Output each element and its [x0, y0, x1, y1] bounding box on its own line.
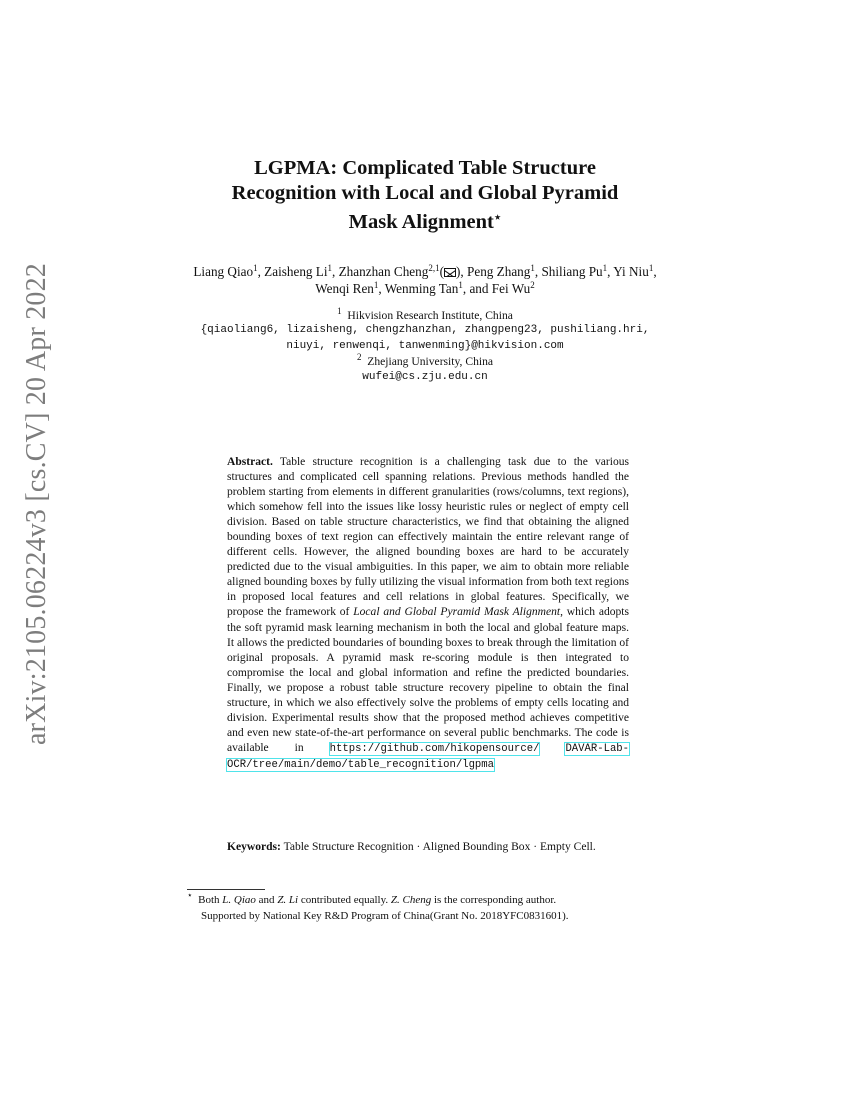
author-affil-sup: 2: [530, 280, 535, 290]
abstract-text: Table structure recognition is a challenging task due to the various structures and complicated cell spanning relations. Previous methods handled the problem starting from elements in different granularities (rows/columns, text regions), which somehow fell into the issues like lossy heuristic rules or neglect of empty cell division. Based on table structure characteristics, we find that obtaining the aligned bounding boxes of text region can effectively maintain the entire relevant range of different cells. However, the aligned bounding boxes are hard to be accurately predicted due to the visual ambiguities. In this paper, we aim to obtain more reliable aligned bounding boxes by fully utilizing the visual information from both text regions in proposed local features and cell relations in global features. Specifically, we propose the framework of: [227, 456, 629, 619]
title-line-2: Recognition with Local and Global Pyramid: [231, 181, 619, 204]
author-name: Wenming Tan: [384, 281, 459, 296]
footnote-text: and: [258, 894, 275, 906]
title-line-3-text: Mask Alignment: [348, 211, 494, 233]
footnote-text: Both: [198, 894, 220, 906]
keywords-label: Keywords:: [227, 841, 281, 853]
author-name: Liang Qiao: [193, 264, 254, 279]
author-affil-sup: 1: [253, 263, 258, 273]
author-name: Fei Wu: [491, 281, 531, 296]
arxiv-identifier-stamp: arXiv:2105.06224v3 [cs.CV] 20 Apr 2022: [21, 262, 52, 745]
author-list: Liang Qiao$^1$, Zaisheng Li$^1$, Zhanzhan Cheng$^{2,1}$( ), Peng Zhang$^1$, Shiliang Pu$^1$, Yi Niu$^1$, Wenqi Ren$^1$, Wenming Tan$^1$, and Fei Wu$^2$: [193, 263, 657, 296]
author-affil-sup: 1: [458, 280, 463, 290]
footnote-name: L. Qiao: [222, 894, 256, 906]
footnote: [187, 890, 677, 924]
abstract: [227, 455, 629, 773]
footnote-rule: [187, 889, 265, 890]
affiliation-emails-line: niuyi, renwenqi, tanwenming}@hikvision.com: [286, 339, 564, 352]
affiliation-number: 1: [337, 306, 342, 316]
author-affil-sup: 1: [648, 263, 654, 273]
abstract-italic-text: Local and Global Pyramid Mask Alignment: [353, 606, 561, 619]
keywords: [227, 840, 639, 855]
footnote-text: is the corresponding author.: [433, 894, 557, 906]
affiliation-email: wufei@cs.zju.edu.cn: [362, 370, 488, 383]
code-link[interactable]: https://github.com/hikopensource/: [329, 742, 540, 755]
affiliation-emails-line: {qiaoliang6, lizaisheng, chengzhanzhan, zhangpeng23, pushiliang.hri,: [200, 324, 650, 337]
author-affil-sup: 1: [327, 263, 333, 273]
footnote-text: contributed equally.: [300, 894, 389, 906]
author-name: Peng Zhang: [467, 264, 531, 279]
author-name: Wenqi Ren: [315, 281, 374, 296]
abstract-label: Abstract.: [227, 456, 273, 468]
footnote-name: Z. Cheng: [390, 894, 432, 906]
paper-title: [170, 156, 680, 235]
affiliation-2: [170, 354, 680, 369]
keywords-text: Table Structure Recognition · Aligned Bounding Box · Empty Cell.: [283, 841, 596, 853]
author-name: Yi Niu: [613, 264, 649, 279]
author-affil-sup: 1: [530, 263, 535, 273]
author-affil-sup: 2,1: [428, 263, 440, 273]
affiliation-1: [170, 308, 680, 323]
affiliations: [170, 308, 680, 385]
footnote-line-2: Supported by National Key R&D Program of China(Grant No. 2018YFC0831601).: [201, 909, 569, 922]
author-affil-sup: 1: [602, 263, 608, 273]
envelope-icon: [444, 268, 456, 277]
affiliation-number: 2: [356, 352, 362, 363]
footnote-mark: ⋆: [187, 890, 193, 900]
author-name: Shiliang Pu: [541, 264, 603, 279]
author-name: Zaisheng Li: [264, 264, 328, 279]
footnote-name: Z. Li: [277, 894, 299, 906]
title-line-3: [170, 205, 680, 235]
abstract-text: , which adopts the soft pyramid mask learning mechanism in both the local and global feature maps. It allows the predicted boundaries of bounding boxes to break through the limitation of original proposals. A pyramid mask re-scoring module is then integrated to compromise the local and global information and refine the predicted boundaries. Finally, we propose a robust table structure recovery pipeline to obtain the final structure, in which we also effectively solve the problems of empty cells locating and division. Experimental results show that the proposed method achieves competitive and even new state-of-the-art performance on several public benchmarks. The code is available in: [227, 606, 629, 754]
author-affil-sup: 1: [373, 280, 379, 290]
footnote-line-1: [187, 890, 677, 909]
affiliation-name: Hikvision Research Institute, China: [347, 309, 513, 322]
affiliation-name: Zhejiang University, China: [367, 355, 494, 369]
title-line-1: LGPMA: Complicated Table Structure: [254, 157, 596, 179]
title-footnote-star: ⋆: [493, 210, 502, 224]
author-name: Zhanzhan Cheng: [338, 264, 429, 279]
code-link[interactable]: DAVAR-Lab-OCR/tree/main/demo/table_recognition/lgpma: [227, 742, 630, 771]
